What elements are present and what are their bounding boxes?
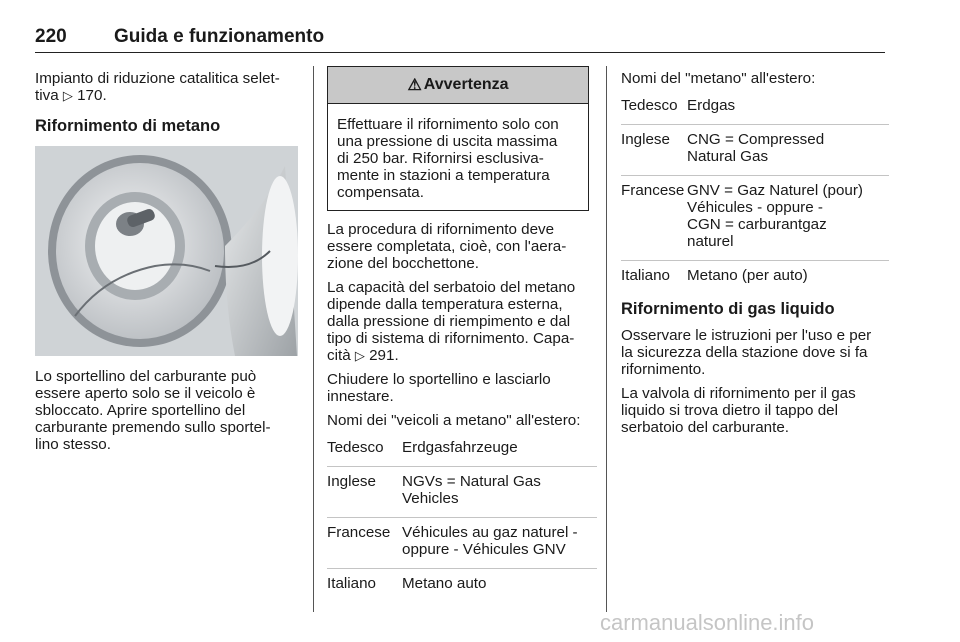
warning-triangle-icon: ⚠	[407, 77, 422, 94]
text-line: liquido si trova dietro il tappo del	[621, 402, 838, 419]
value-line: NGVs = Natural Gas	[402, 473, 541, 490]
row-value	[402, 524, 597, 558]
text-line: la sicurezza della stazione dove si fa	[621, 344, 868, 361]
value-line: oppure - Véhicules GNV	[402, 541, 566, 558]
row-value	[687, 267, 889, 284]
row-language: Francese	[621, 182, 685, 199]
caption-line: essere aperto solo se il veicolo è	[35, 385, 256, 402]
table-intro-methane: Nomi del "metano" all'estero:	[621, 70, 816, 87]
section-heading-gpl: Rifornimento di gas liquido	[621, 300, 835, 318]
value-line: Metano auto	[402, 575, 487, 592]
row-value	[687, 182, 889, 250]
text-line: dipende dalla temperatura esterna,	[327, 296, 563, 313]
value-line: Natural Gas	[687, 148, 769, 165]
value-line: Erdgas	[687, 97, 736, 114]
value-line: naturel	[687, 233, 734, 250]
warning-line: mente in stazioni a temperatura	[337, 167, 550, 184]
fuel-door-illustration	[35, 146, 298, 356]
text-line: innestare.	[327, 388, 394, 405]
right-column	[621, 70, 889, 443]
intro-ref-page[interactable]: 170.	[77, 87, 107, 104]
warning-title: Avvertenza	[423, 76, 509, 93]
paragraph-capacity	[327, 279, 597, 364]
table-row	[621, 91, 889, 124]
table-row	[327, 517, 597, 568]
warning-body	[328, 104, 588, 201]
warning-header	[328, 67, 588, 104]
value-line: Véhicules au gaz naturel -	[402, 524, 578, 541]
text-line: Chiudere lo sportellino e lasciarlo	[327, 371, 551, 388]
caption-line: Lo sportellino del carburante può	[35, 368, 257, 385]
table-row	[327, 466, 597, 517]
value-line: Erdgasfahrzeuge	[402, 439, 518, 456]
page-ref-icon: ▷	[354, 348, 365, 363]
text-line: Osservare le istruzioni per l'uso e per	[621, 327, 872, 344]
text-line: La valvola di rifornimento per il gas	[621, 385, 856, 402]
methane-names-table	[621, 91, 889, 294]
paragraph-procedure	[327, 221, 597, 272]
table-row	[327, 433, 597, 466]
warning-box	[327, 66, 589, 211]
text-line: cità	[327, 347, 351, 364]
page-ref-icon: ▷	[62, 88, 73, 103]
table-row	[621, 175, 889, 260]
table-row	[621, 124, 889, 175]
paragraph-valve	[621, 385, 889, 436]
row-language: Inglese	[327, 473, 376, 490]
warning-line: una pressione di uscita massima	[337, 133, 558, 150]
page-title: Guida e funzionamento	[114, 26, 325, 47]
header-rule	[35, 52, 885, 53]
section-heading-metano: Rifornimento di metano	[35, 117, 221, 135]
caption-line: sbloccato. Aprire sportellino del	[35, 402, 246, 419]
row-value	[402, 575, 597, 592]
text-line: La capacità del serbatoio del metano	[327, 279, 576, 296]
fuel-door-photo	[35, 146, 298, 356]
row-language: Tedesco	[621, 97, 678, 114]
text-line: La procedura di rifornimento deve	[327, 221, 555, 238]
text-line: tipo di sistema di rifornimento. Capa-	[327, 330, 575, 347]
vehicle-names-table	[327, 433, 597, 602]
row-value	[687, 131, 889, 165]
row-language: Italiano	[327, 575, 376, 592]
text-line: essere completata, cioè, con l'aera-	[327, 238, 567, 255]
row-language: Italiano	[621, 267, 670, 284]
intro-paragraph	[35, 70, 300, 104]
paragraph-instructions	[621, 327, 889, 378]
table-row	[327, 568, 597, 602]
text-line: serbatoio del carburante.	[621, 419, 790, 436]
caption-line: carburante premendo sullo sportel-	[35, 419, 271, 436]
text-line: dalla pressione di riempimento e dal	[327, 313, 571, 330]
column-divider-1	[313, 66, 314, 612]
text-line: zione del bocchettone.	[327, 255, 479, 272]
text-line: rifornimento.	[621, 361, 706, 378]
table-row	[621, 260, 889, 294]
warning-line: Effettuare il rifornimento solo con	[337, 116, 559, 133]
row-language: Tedesco	[327, 439, 384, 456]
row-language: Francese	[327, 524, 391, 541]
column-divider-2	[606, 66, 607, 612]
table-intro-vehicles: Nomi dei "veicoli a metano" all'estero:	[327, 412, 581, 429]
page-number: 220	[35, 26, 67, 47]
left-column	[35, 70, 300, 143]
row-value	[402, 439, 597, 456]
caption-line: lino stesso.	[35, 436, 111, 453]
value-line: CGN = carburantgaz	[687, 216, 827, 233]
value-line: Vehicles	[402, 490, 459, 507]
middle-column	[327, 221, 597, 602]
watermark: carmanualsonline.info	[600, 610, 815, 635]
value-line: Véhicules - oppure -	[687, 199, 823, 216]
warning-line: compensata.	[337, 184, 424, 201]
capacity-ref-page[interactable]: 291.	[369, 347, 399, 364]
value-line: GNV = Gaz Naturel (pour)	[687, 182, 863, 199]
value-line: Metano (per auto)	[687, 267, 808, 284]
warning-line: di 250 bar. Rifornirsi esclusiva-	[337, 150, 544, 167]
paragraph-close-door	[327, 371, 597, 405]
intro-line-1: Impianto di riduzione catalitica selet-	[35, 70, 280, 87]
intro-line-2: tiva	[35, 87, 59, 104]
row-value	[402, 473, 597, 507]
value-line: CNG = Compressed	[687, 131, 825, 148]
row-value	[687, 97, 889, 114]
photo-caption	[35, 368, 300, 453]
row-language: Inglese	[621, 131, 670, 148]
